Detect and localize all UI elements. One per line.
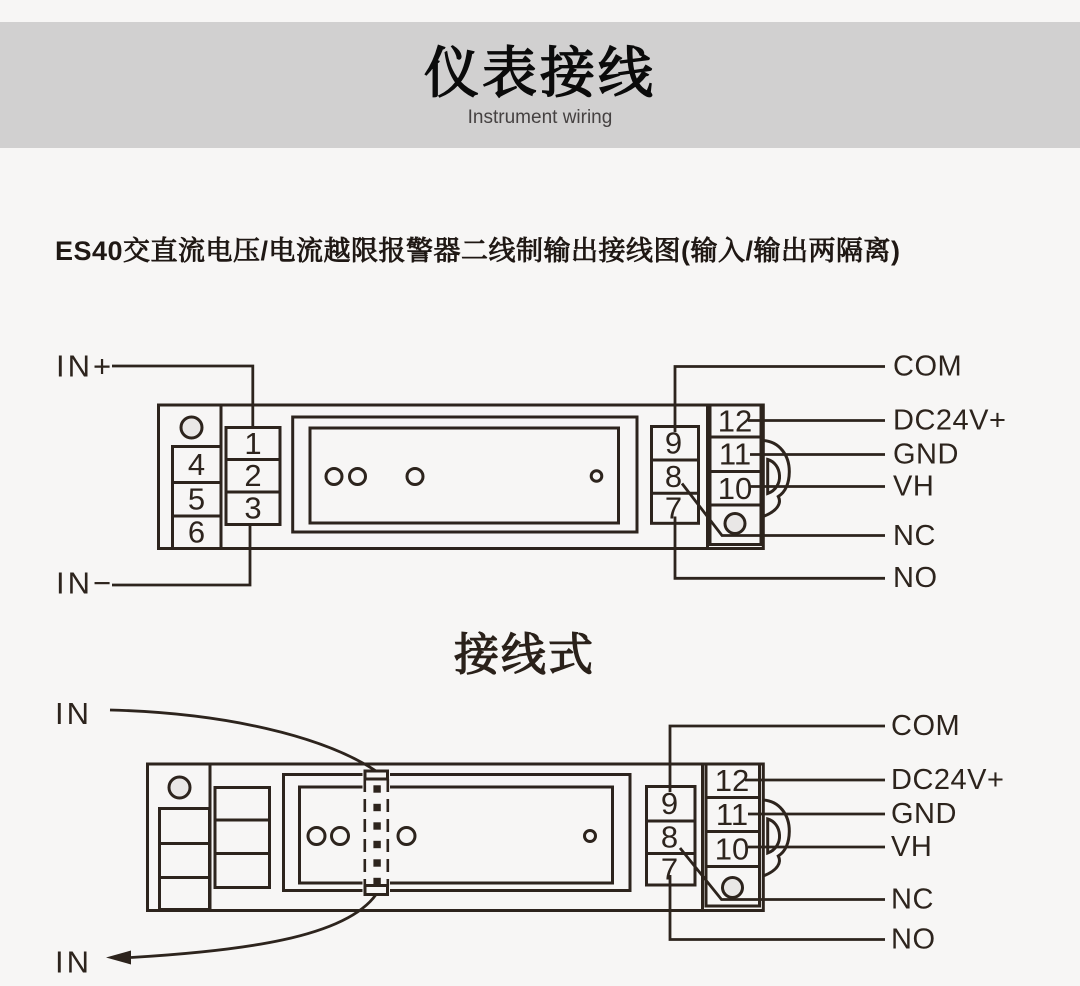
through-wire-channel <box>363 767 391 896</box>
label-no: NO <box>891 923 936 956</box>
section-title: ES40交直流电压/电流越限报警器二线制输出接线图(输入/输出两隔离) <box>55 236 901 266</box>
terminal-8: 8 <box>660 819 679 855</box>
label-com: COM <box>891 710 961 742</box>
terminal-3: 3 <box>244 490 262 526</box>
wire-nc <box>680 848 885 900</box>
indicator-dot <box>326 469 342 485</box>
terminal-12: 12 <box>714 763 750 798</box>
terminal-2: 2 <box>244 458 262 494</box>
label-gnd: GND <box>891 798 957 830</box>
terminal-1: 1 <box>244 426 262 461</box>
diagram-through-wire <box>55 696 1004 980</box>
terminal-block-456 <box>173 447 222 550</box>
indicator-dot <box>407 469 423 485</box>
mounting-hole-icon <box>725 514 745 534</box>
terminal-block-left-blank <box>160 809 210 910</box>
indicator-dot <box>332 828 349 845</box>
mounting-hole-icon <box>181 417 202 438</box>
terminal-block-inner-blank <box>215 788 270 888</box>
indicator-dot-small <box>585 831 596 842</box>
label-nc: NC <box>891 883 934 916</box>
indicator-dot <box>350 469 366 485</box>
mounting-hole-icon <box>723 878 743 898</box>
terminal-6: 6 <box>187 514 206 550</box>
label-dc24v: DC24V+ <box>891 764 1005 796</box>
label-in-bottom: IN <box>55 944 92 980</box>
page-subtitle: Instrument wiring <box>467 107 613 128</box>
terminal-7: 7 <box>660 851 679 887</box>
label-in-top: IN <box>55 696 92 731</box>
wire-in-bottom <box>131 895 376 958</box>
mounting-hole-icon <box>169 777 190 798</box>
terminal-10: 10 <box>717 470 753 506</box>
label-in-minus: IN− <box>56 565 115 601</box>
display-window <box>284 775 631 891</box>
indicator-dot-small <box>591 471 602 482</box>
terminal-11: 11 <box>715 797 749 832</box>
terminal-block-987 <box>652 426 699 526</box>
terminal-block-121110 <box>706 763 760 906</box>
din-clip-icon <box>763 441 789 517</box>
label-vh: VH <box>891 831 933 863</box>
indicator-dot <box>308 828 325 845</box>
terminal-block-123 <box>226 426 280 526</box>
label-com: COM <box>893 350 963 383</box>
terminal-5: 5 <box>187 481 206 517</box>
terminal-10: 10 <box>714 831 750 867</box>
wire-in-top <box>110 710 376 771</box>
terminal-block-987 <box>647 786 696 887</box>
arrowhead-icon <box>106 951 131 965</box>
wire-in-minus <box>112 525 250 586</box>
label-in-plus: IN+ <box>56 348 115 384</box>
terminal-9: 9 <box>660 786 679 822</box>
display-window <box>293 417 637 532</box>
label-vh: VH <box>893 470 935 503</box>
terminal-9: 9 <box>664 425 683 461</box>
terminal-12: 12 <box>717 403 753 439</box>
indicator-dot <box>398 828 415 845</box>
label-nc: NC <box>893 520 936 552</box>
label-gnd: GND <box>893 438 959 471</box>
diagram-two-wire <box>56 349 1006 601</box>
terminal-11: 11 <box>718 436 752 472</box>
terminal-8: 8 <box>664 459 683 494</box>
label-no: NO <box>893 562 938 594</box>
label-dc24v: DC24V+ <box>893 404 1007 437</box>
terminal-block-121110 <box>710 404 761 545</box>
terminal-7: 7 <box>664 490 683 526</box>
wire-in-plus <box>112 366 253 428</box>
terminal-4: 4 <box>187 447 206 482</box>
wiring-type-heading: 接线式 <box>454 629 596 680</box>
page-title: 仪表接线 <box>423 42 656 104</box>
din-clip-icon <box>763 800 789 876</box>
